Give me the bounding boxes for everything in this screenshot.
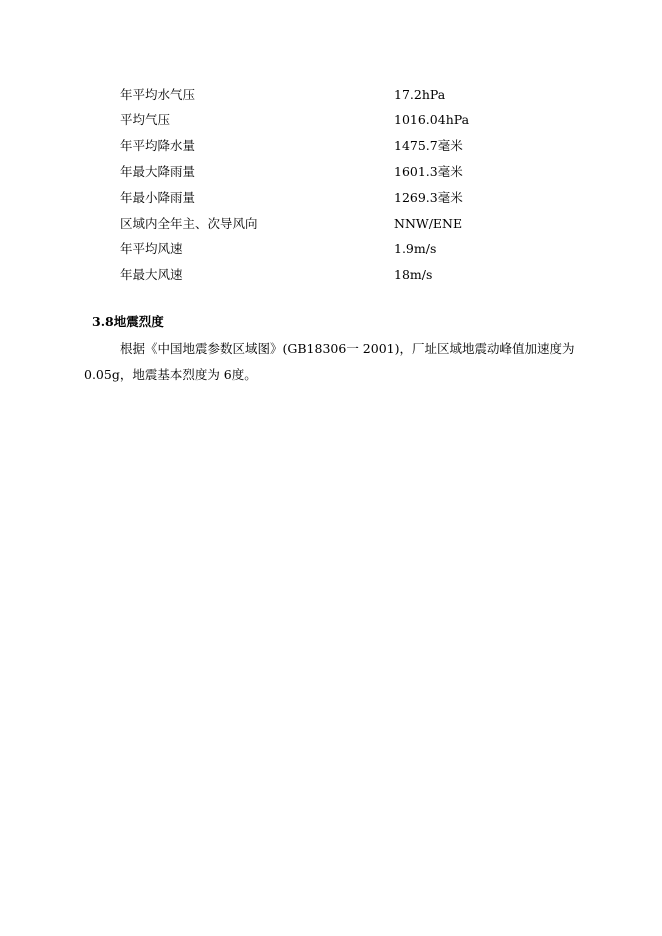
row-value: 1269.3毫米 <box>394 189 463 205</box>
table-row <box>120 185 540 211</box>
table-row <box>120 159 540 185</box>
row-label: 年平均水气压 <box>120 86 196 102</box>
row-value: NNW/ENE <box>394 215 463 231</box>
row-label: 年平均降水量 <box>120 138 196 154</box>
table-row <box>120 82 540 108</box>
climate-data-table <box>120 82 540 288</box>
row-label: 年最小降雨量 <box>120 189 196 205</box>
row-value: 1.9m/s <box>394 241 437 257</box>
body-paragraph <box>84 336 592 388</box>
section-heading: 3.8地震烈度 <box>92 314 164 329</box>
row-value: 17.2hPa <box>394 86 446 102</box>
table-row <box>120 108 540 134</box>
paragraph-line-1: 根据《中国地震参数区域图》(GB18306一 2001)，厂址区域地震动峰值加速度为 <box>120 341 575 356</box>
row-label: 年平均风速 <box>120 241 183 257</box>
row-value: 18m/s <box>394 267 433 283</box>
table-row <box>120 237 540 263</box>
row-label: 年最大降雨量 <box>120 164 196 180</box>
table-row <box>120 211 540 237</box>
row-value: 1016.04hPa <box>394 112 470 128</box>
row-label: 平均气压 <box>120 112 171 128</box>
row-label: 区域内全年主、次导风向 <box>120 215 258 231</box>
row-value: 1601.3毫米 <box>394 164 463 180</box>
table-row <box>120 263 540 289</box>
row-label: 年最大风速 <box>120 267 183 283</box>
row-value: 1475.7毫米 <box>394 138 463 154</box>
paragraph-line-2: 0.05g，地震基本烈度为 6度。 <box>84 367 257 382</box>
table-row <box>120 134 540 160</box>
